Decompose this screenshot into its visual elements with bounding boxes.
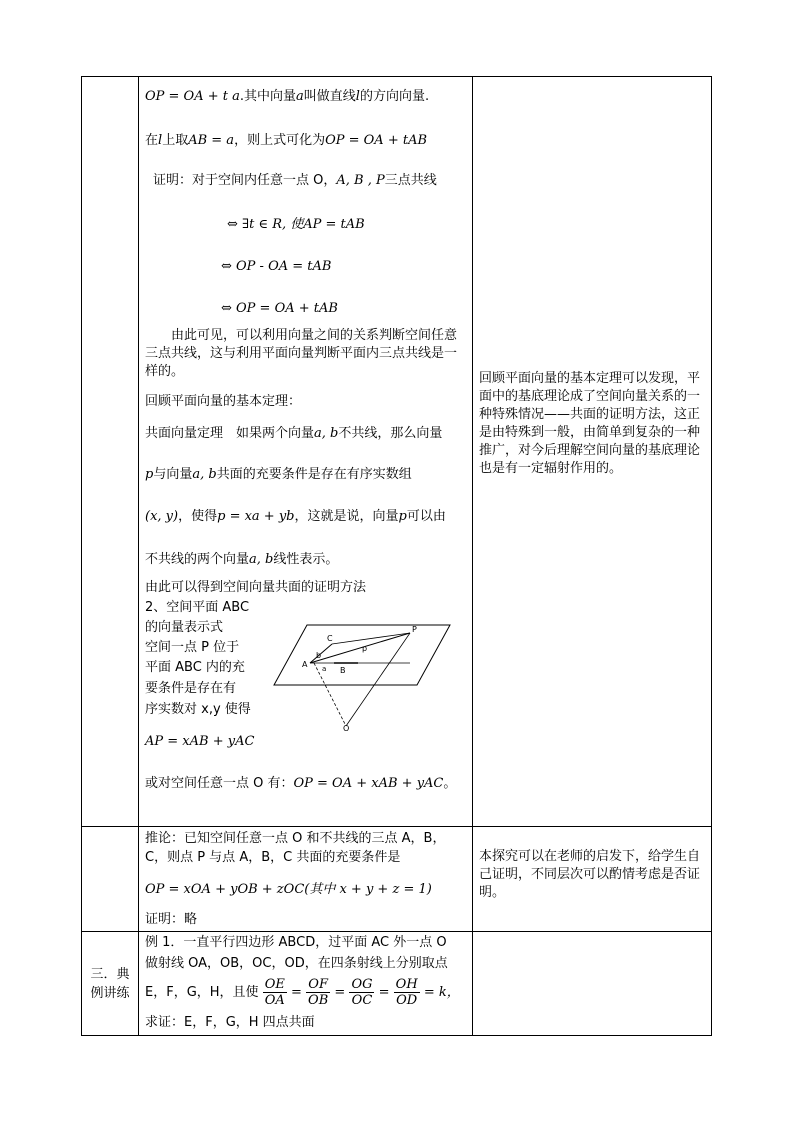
lesson-table	[81, 76, 712, 1036]
plane-line-2: 的向量表示式	[145, 620, 224, 635]
plane-equation: AP = xAB + yAC	[145, 734, 255, 749]
corollary-line-2: C，则点 P 与点 A，B，C 共面的充要条件是	[145, 850, 401, 865]
content-cell	[139, 827, 473, 932]
review-title: 回顾平面向量的基本定理：	[145, 394, 302, 409]
section-label: 三．典例讲练	[90, 966, 130, 1001]
line-cp	[332, 633, 410, 644]
plane-line-1: 2、空间平面 ABC	[145, 600, 250, 615]
fraction-of-ob: $\frac{OF}{OB}$	[308, 977, 329, 1008]
table-row	[82, 827, 712, 932]
corollary-equation: OP = xOA + yOB + zOC(其中 x + y + z = 1)	[145, 882, 432, 897]
method-line: 由此可以得到空间向量共面的证明方法	[145, 580, 367, 595]
plane-line-5: 要条件是存在有	[145, 681, 237, 696]
plane-shape	[274, 625, 450, 685]
fraction-og-oc: $\frac{OG}{OC}$	[351, 977, 373, 1008]
example-line-2: 做射线 OA，OB，OC，OD，在四条射线上分别取点	[145, 956, 448, 971]
note-cell	[473, 932, 712, 1036]
theorem-line-2: p与向量a, b共面的充要条件是存在有序实数组	[145, 467, 412, 482]
eq-op-oa-ta: OP = OA + t a	[145, 89, 240, 104]
plane-line-6: 序实数对 x,y 使得	[145, 702, 251, 717]
example-line-4: 求证：E，F，G，H 四点共面	[145, 1015, 315, 1030]
label-a-lower: a	[322, 665, 327, 673]
theorem-line-1: 共面向量定理 如果两个向量a, b不共线，那么向量	[145, 426, 443, 441]
content-cell	[139, 77, 473, 827]
plane-line-4: 平面 ABC 内的充	[145, 660, 245, 675]
collinear-paragraph: 由此可见，可以利用向量之间的关系判断空间任意三点共线，这与利用平面向量判断平面内三点共线是一样的。	[145, 328, 458, 379]
label-p-lower: p	[362, 644, 368, 653]
section-label-cell	[82, 77, 139, 827]
theorem-line-3: (x, y)，使得p = xa + yb，这就是说，向量p可以由	[145, 509, 446, 524]
note-text: 回顾平面向量的基本定理可以发现，平面中的基底理论成了空间向量关系的一种特殊情况——共面的证明方法，这正是由特殊到一般，由简单到复杂的一种推广，对今后理解空间向量的基底理论也是有一定辐射作用的。	[479, 371, 701, 476]
table-row	[82, 77, 712, 827]
note-cell	[473, 77, 712, 827]
plane-o-line: 或对空间任意一点 O 有：OP = OA + xAB + yAC。	[145, 776, 457, 791]
proof-step-2: ⇔ OP - OA = tAB	[221, 259, 332, 274]
proof-step-1: ⇔ ∃t ∈ R, 使AP = tAB	[227, 217, 365, 232]
table-row	[82, 932, 712, 1036]
plane-line-3: 空间一点 P 位于	[145, 640, 240, 655]
label-b-lower: b	[316, 651, 322, 660]
content-cell	[139, 932, 473, 1036]
fraction-oh-od: $\frac{OH}{OD}$	[395, 977, 418, 1008]
example-line-3: E，F，G，H，且使 $\frac{OE}{OA}$ = $\frac{OF}{OB}$ = $\frac{OG}{OC}$ = $\frac{OH}{OD}$ = k，	[145, 977, 460, 1008]
section-label-cell	[82, 932, 139, 1036]
fraction-oe-oa: $\frac{OE}{OA}$	[264, 977, 285, 1008]
label-o: O	[343, 724, 350, 731]
label-p: P	[412, 625, 417, 634]
plane-figure	[272, 615, 452, 731]
line-op	[346, 633, 410, 726]
corollary-proof: 证明：略	[145, 912, 198, 927]
theorem-line-4: 不共线的两个向量a, b线性表示。	[145, 552, 339, 567]
vector-p	[310, 633, 410, 663]
example-line-1: 例 1．一直平行四边形 ABCD，过平面 AC 外一点 O	[145, 935, 447, 950]
proof-step-3: ⇔ OP = OA + tAB	[221, 301, 338, 316]
section-label-cell	[82, 827, 139, 932]
label-c: C	[327, 634, 333, 643]
corollary-line-1: 推论：已知空间任意一点 O 和不共线的三点 A，B，	[145, 831, 446, 846]
eq-op-oa-tab: OP = OA + tAB	[325, 133, 428, 148]
direction-vector-line: OP = OA + t a.其中向量a叫做直线l的方向向量.	[145, 89, 430, 104]
label-b: B	[340, 666, 346, 675]
proof-intro-line: 证明：对于空间内任意一点 O，A, B , P三点共线	[153, 173, 437, 188]
note-cell	[473, 827, 712, 932]
label-a: A	[302, 660, 308, 669]
corollary-note: 本探究可以在老师的启发下，给学生自己证明，不同层次可以酌情考虑是否证明。	[479, 849, 701, 900]
take-ab-line: 在l上取AB = a，则上式可化为OP = OA + tAB	[145, 133, 428, 148]
